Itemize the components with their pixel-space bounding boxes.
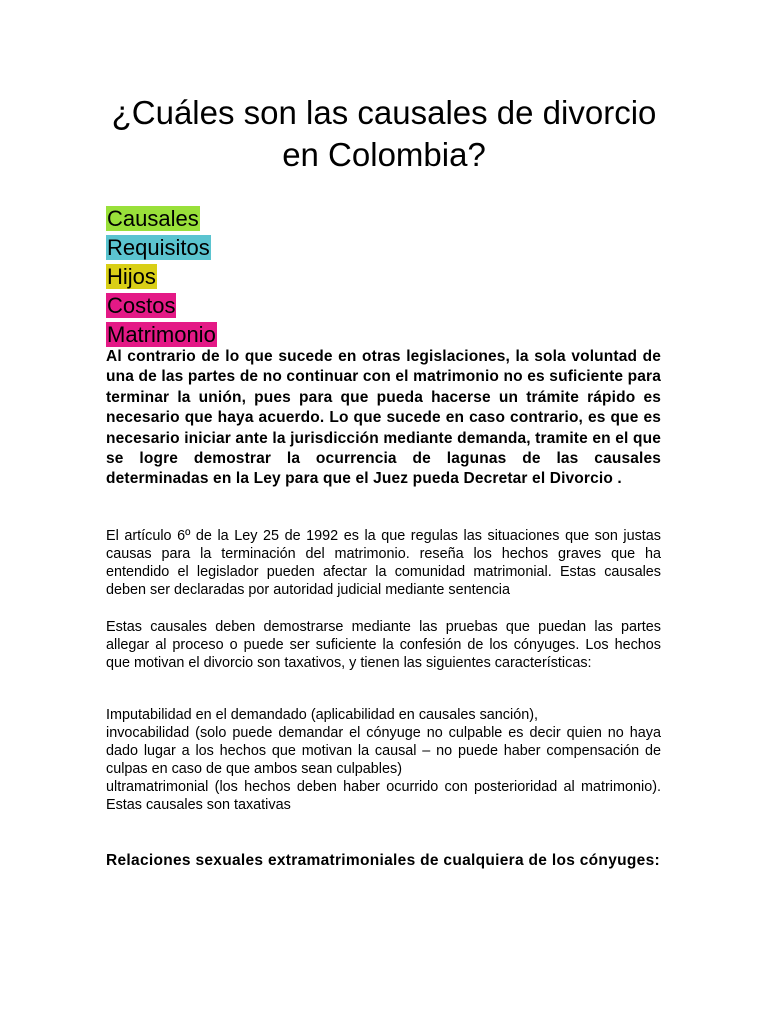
tag-costos[interactable] [106, 291, 217, 320]
characteristics-list [106, 706, 661, 814]
body-paragraph-article: El artículo 6º de la Ley 25 de 1992 es la que regulas las situaciones que son justas causas para la terminación del matrimonio. reseña los hechos graves que ha entendido el legislador pueden afectar la comunidad matrimonial. Estas causales deben ser declaradas por autoridad judicial mediante sentencia [106, 528, 661, 598]
tag-causales[interactable] [106, 204, 217, 233]
list-item: invocabilidad (solo puede demandar el cónyuge no culpable es decir quien no haya dado lugar a los hechos que motivan la causal – no puede haber compensación de culpas en caso de que ambos sean culpables) [106, 725, 661, 777]
tag-label: Matrimonio [107, 322, 216, 347]
list-item: Imputabilidad en el demandado (aplicabilidad en causales sanción), [106, 707, 539, 723]
section-heading: Relaciones sexuales extramatrimoniales de cualquiera de los cónyuges: [106, 852, 660, 869]
tag-hijos[interactable] [106, 262, 217, 291]
tag-label: Causales [107, 206, 199, 231]
tag-label: Requisitos [107, 235, 210, 260]
body-paragraph-evidence: Estas causales deben demostrarse mediante las pruebas que puedan las partes allegar al proceso o puede ser suficiente la confesión de los cónyuges. Los hechos que motivan el divorcio son taxativos, y tienen las siguientes características: [106, 619, 661, 671]
tag-matrimonio[interactable] [106, 320, 217, 349]
page-title: ¿Cuáles son las causales de divorcio en Colombia? [111, 94, 657, 173]
topic-tags [106, 204, 217, 349]
list-item: ultramatrimonial (los hechos deben haber ocurrido con posterioridad al matrimonio). Estas causales son taxativas [106, 779, 661, 813]
tag-requisitos[interactable] [106, 233, 217, 262]
tag-label: Costos [107, 293, 176, 318]
tag-label: Hijos [107, 264, 156, 289]
intro-paragraph: Al contrario de lo que sucede en otras legislaciones, la sola voluntad de una de las partes de no continuar con el matrimonio no es suficiente para terminar la unión, pues para que pueda hacerse un trámite rápido es necesario que haya acuerdo. Lo que sucede en caso contrario, es que es necesario iniciar ante la jurisdicción mediante demanda, tramite en el que se logre demostrar la ocurrencia de lagunas de las causales determinadas en la Ley para que el Juez pueda Decretar el Divorcio . [106, 348, 661, 488]
